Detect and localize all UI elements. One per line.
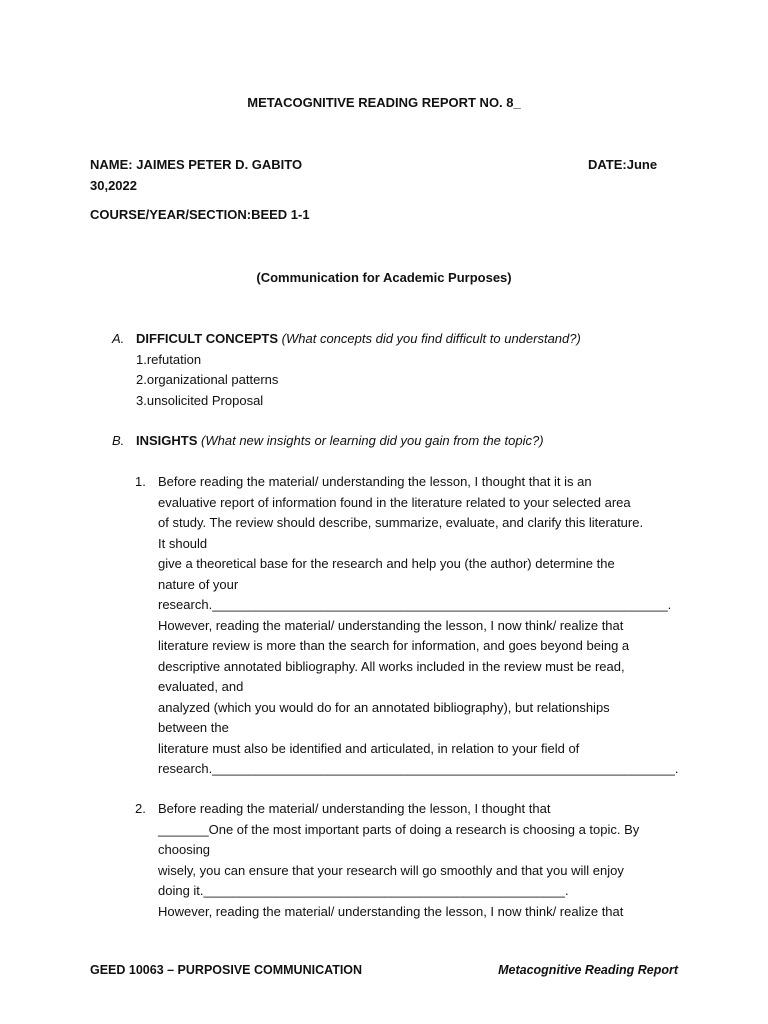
text-line: analyzed (which you would do for an annotated bibliography), but relationships (158, 699, 610, 715)
text-line: research.________________________________________________________________. (158, 761, 679, 776)
text-line: descriptive annotated bibliography. All works included in the review must be read, (158, 658, 625, 674)
text-line: evaluative report of information found in the literature related to your selected area (158, 494, 631, 510)
text-line: literature must also be identified and articulated, in relation to your field of (158, 740, 580, 756)
name-row (90, 155, 670, 176)
insight-number: 1. (135, 474, 146, 489)
text-line: of study. The review should describe, summarize, evaluate, and clarify this literature. (158, 515, 644, 530)
date-label: DATE:June (588, 157, 658, 172)
footer-course-code: GEED 10063 – PURPOSIVE COMMUNICATION (90, 963, 363, 977)
text-line: However, reading the material/ understanding the lesson, I now think/ realize that (158, 617, 624, 633)
section-a-letter: A. (112, 331, 125, 346)
text-line: Before reading the material/ understanding the lesson, I thought that (158, 801, 551, 816)
text-line: doing it.__________________________________________________. (158, 883, 569, 898)
section-a-prompt: (What concepts did you find difficult to understand?) (281, 331, 581, 346)
text-line: give a theoretical base for the research and help you (the author) determine the (158, 556, 615, 571)
section-a-heading: DIFFICULT CONCEPTS (136, 331, 279, 346)
text-line: Before reading the material/ understanding the lesson, I thought that it is an (158, 474, 592, 489)
text-line: wisely, you can ensure that your research will go smoothly and that you will enjoy (158, 862, 624, 878)
insight-item-2 (135, 799, 675, 922)
insight-item-1 (135, 472, 679, 780)
section-a-header (112, 329, 692, 350)
section-b-letter: B. (112, 433, 125, 448)
course-year-section: COURSE/YEAR/SECTION:BEED 1-1 (90, 207, 310, 222)
section-insights (112, 431, 692, 452)
insight-body (158, 799, 675, 922)
text-line: research._______________________________________________________________. (158, 597, 672, 612)
footer-report-name: Metacognitive Reading Report (498, 963, 678, 977)
report-title: METACOGNITIVE READING REPORT NO. 8_ (247, 95, 521, 110)
text-line: literature review is more than the search for information, and goes beyond being a (158, 638, 630, 653)
insight-number: 2. (135, 801, 146, 816)
report-subtitle: (Communication for Academic Purposes) (256, 270, 512, 285)
section-b-heading: INSIGHTS (136, 433, 198, 448)
student-name: NAME: JAIMES PETER D. GABITO (90, 157, 303, 172)
text-line: choosing (158, 842, 211, 857)
insight-body (158, 472, 679, 780)
text-line: It should (158, 535, 208, 551)
concept-item: 1.refutation (136, 351, 202, 367)
concept-item: 2.organizational patterns (136, 372, 279, 387)
text-line: _______One of the most important parts of doing a research is choosing a topic. By (158, 821, 640, 837)
section-b-prompt: (What new insights or learning did you gain from the topic?) (201, 433, 544, 448)
concept-list (112, 350, 692, 412)
text-line: However, reading the material/ understanding the lesson, I now think/ realize that (158, 903, 624, 919)
text-line: evaluated, and (158, 679, 244, 694)
concept-item: 3.unsolicited Proposal (136, 392, 264, 408)
text-line: nature of your (158, 576, 239, 592)
text-line: between the (158, 720, 229, 735)
date-value: 30,2022 (90, 178, 137, 193)
section-difficult-concepts (112, 329, 692, 411)
